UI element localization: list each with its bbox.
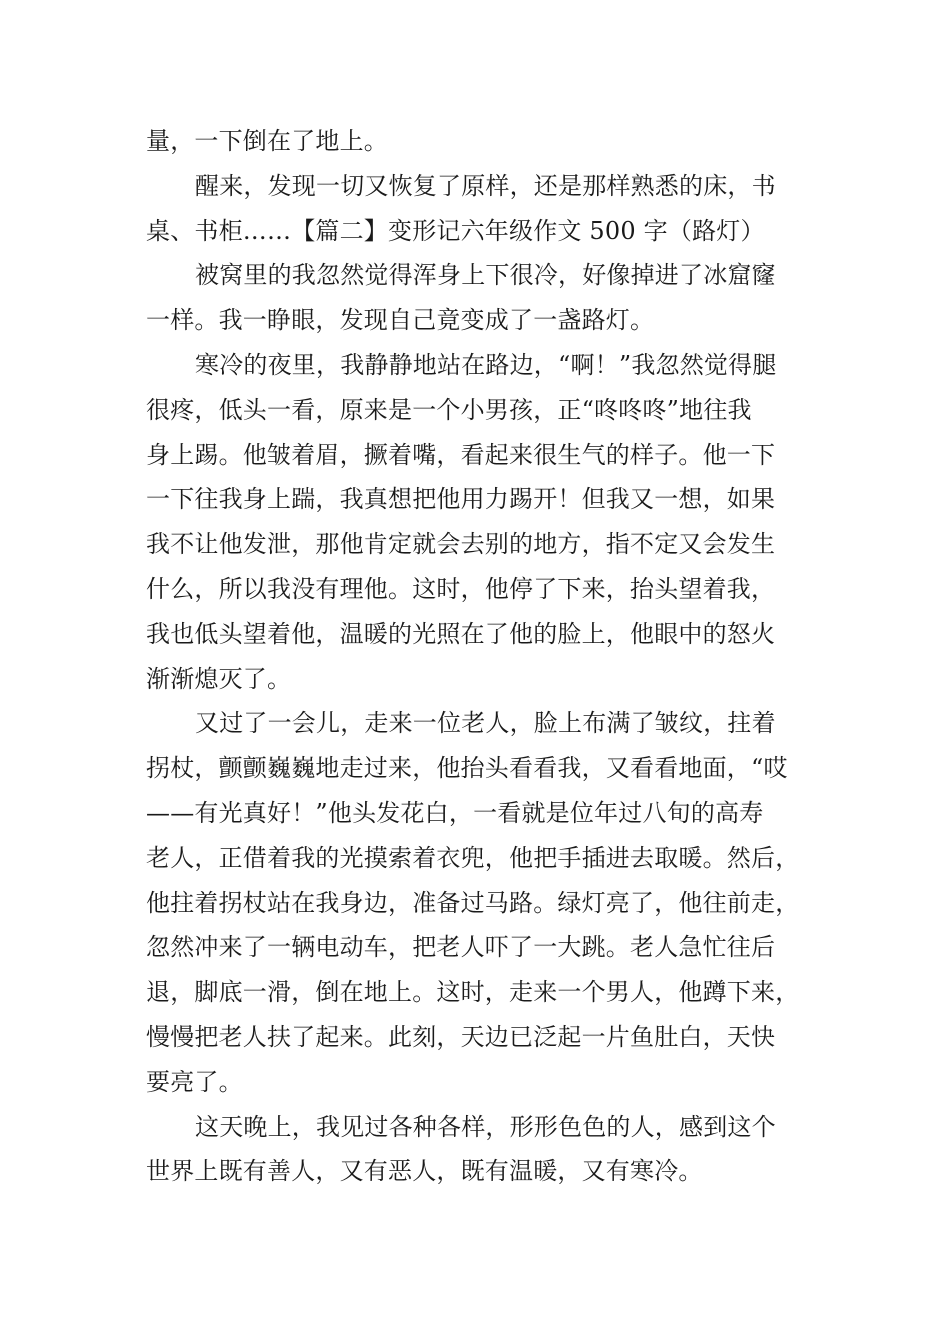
- text-line: 我不让他发泄，那他肯定就会去别的地方，指不定又会发生: [146, 530, 776, 559]
- paragraph: [146, 343, 811, 701]
- text-line: 这天晚上，我见过各种各样，形形色色的人，感到这个: [195, 1112, 776, 1141]
- text-line: 桌、书柜……【篇二】变形记六年级作文 500 字（路灯）: [146, 216, 765, 245]
- text-line: 很疼，低头一看，原来是一个小男孩，正“咚咚咚”地往我: [146, 395, 752, 424]
- text-line: 要亮了。: [146, 1067, 243, 1096]
- text-line: 身上踢。他皱着眉，撅着嘴，看起来很生气的样子。他一下: [146, 440, 776, 469]
- text-line: 寒冷的夜里，我静静地站在路边，“啊！”我忽然觉得腿: [195, 350, 777, 379]
- text-line: 他拄着拐杖站在我身边，准备过马路。绿灯亮了，他往前走，: [146, 888, 800, 917]
- essay-body: [146, 119, 811, 1194]
- text-line: 拐杖，颤颤巍巍地走过来，他抬头看看我，又看看地面，“哎: [146, 754, 788, 783]
- text-line: 我也低头望着他，温暖的光照在了他的脸上，他眼中的怒火: [146, 619, 776, 648]
- text-line: 老人，正借着我的光摸索着衣兜，他把手插进去取暖。然后，: [146, 843, 800, 872]
- text-line: 量，一下倒在了地上。: [146, 127, 388, 155]
- paragraph: [146, 164, 811, 254]
- text-line: 退，脚底一滑，倒在地上。这时，走来一个男人，他蹲下来，: [146, 978, 800, 1007]
- paragraph: [146, 119, 811, 164]
- paragraph: [146, 701, 811, 1104]
- text-line: 世界上既有善人，又有恶人，既有温暖，又有寒冷。: [146, 1157, 703, 1186]
- paragraph: [146, 253, 811, 343]
- text-line: 慢慢把老人扶了起来。此刻，天边已泛起一片鱼肚白，天快: [146, 1022, 776, 1051]
- text-line: 一样。我一睁眼，发现自己竟变成了一盏路灯。: [146, 306, 655, 335]
- text-line: 什么，所以我没有理他。这时，他停了下来，抬头望着我，: [146, 574, 776, 603]
- text-line: 一下往我身上踹，我真想把他用力踢开！但我又一想，如果: [146, 485, 776, 514]
- text-line: 醒来，发现一切又恢复了原样，还是那样熟悉的床，书: [195, 171, 776, 200]
- text-line: 又过了一会儿，走来一位老人，脸上布满了皱纹，拄着: [195, 709, 776, 738]
- text-line: ——有光真好！”他头发花白，一看就是位年过八旬的高寿: [146, 798, 764, 827]
- paragraph: [146, 1105, 811, 1195]
- text-line: 被窝里的我忽然觉得浑身上下很冷，好像掉进了冰窟窿: [195, 261, 776, 290]
- text-line: 忽然冲来了一辆电动车，把老人吓了一大跳。老人急忙往后: [146, 933, 776, 962]
- text-line: 渐渐熄灭了。: [146, 664, 292, 693]
